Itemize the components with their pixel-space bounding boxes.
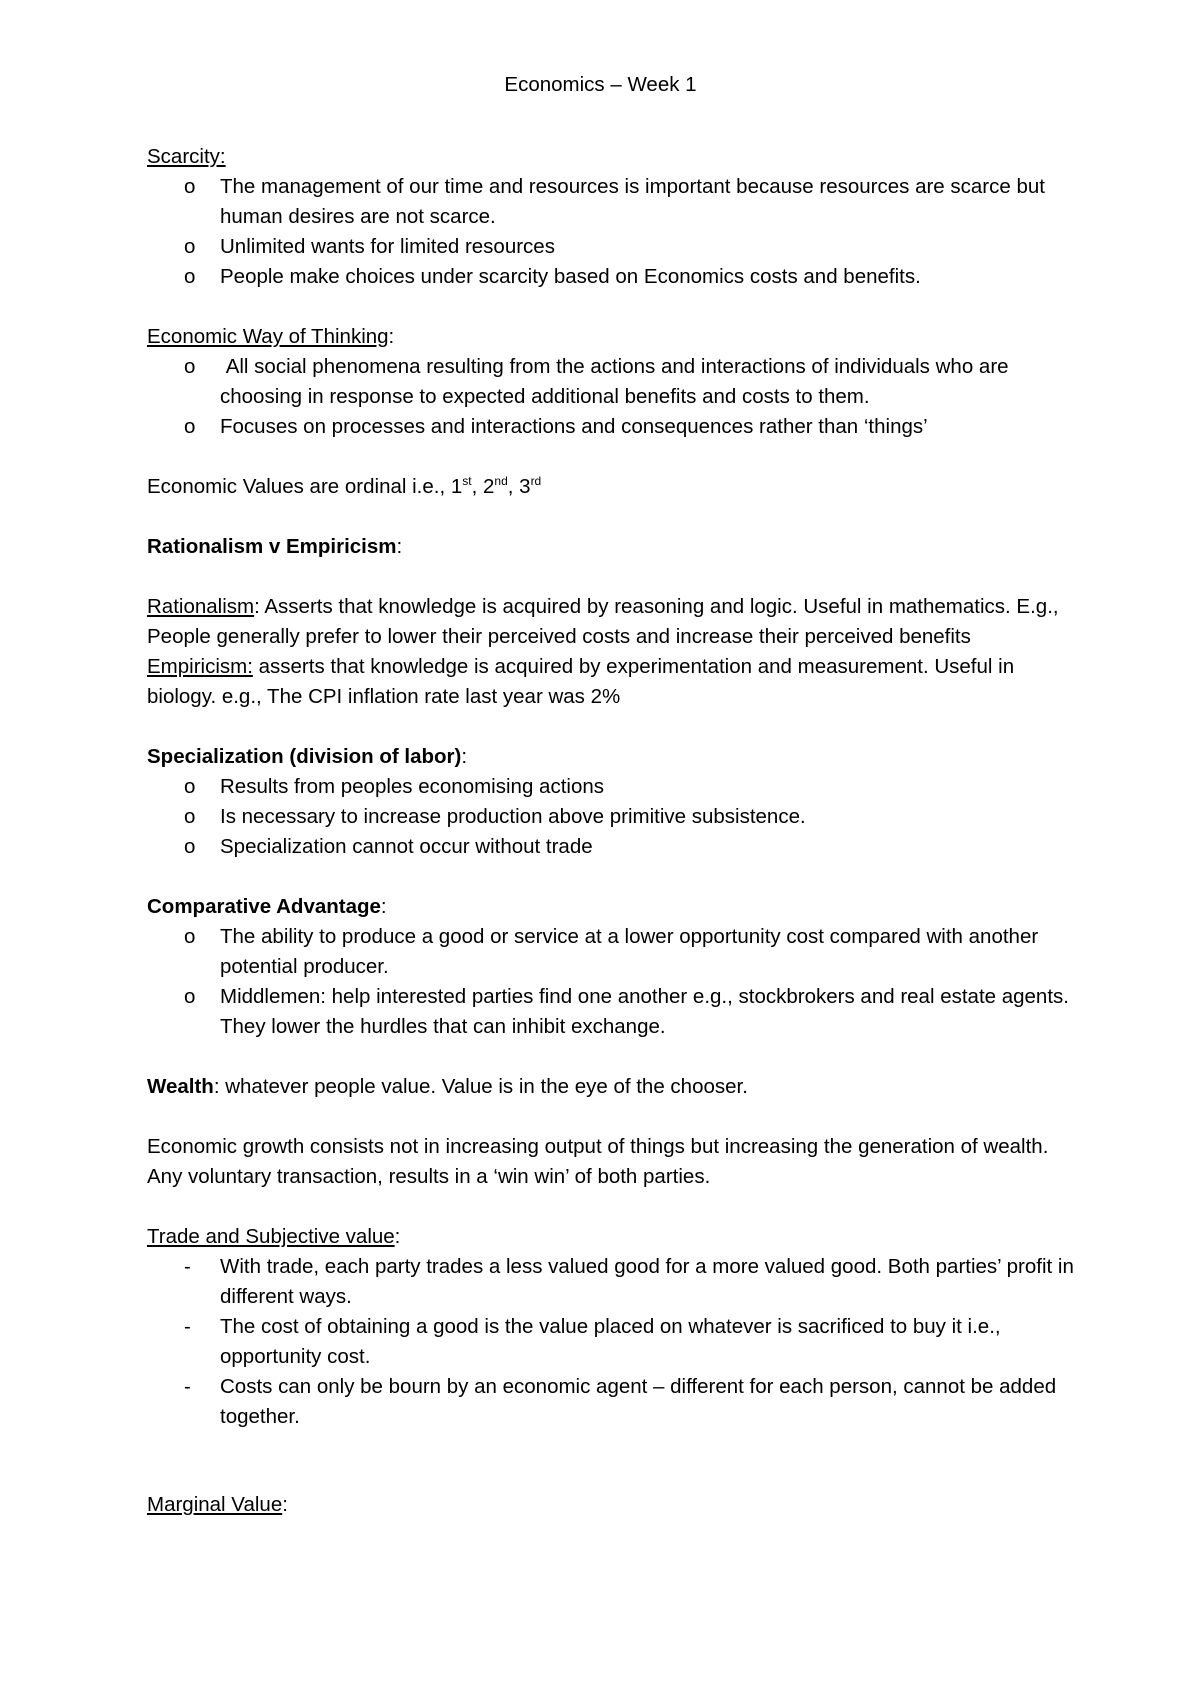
ordinal-sup-first: st [462, 474, 472, 489]
list-item [147, 832, 1077, 862]
marginal-heading-colon: : [282, 1493, 288, 1516]
comparative-heading-text: Comparative Advantage [147, 895, 381, 918]
bullet-circle: o [184, 415, 196, 438]
economic-way-heading-text: Economic Way of Thinking [147, 325, 389, 348]
scarcity-list [147, 172, 1077, 292]
list-item [147, 352, 1077, 412]
empiricism-paragraph [147, 652, 1077, 712]
bullet-dash: - [184, 1315, 191, 1338]
ordinal-paragraph [147, 472, 1077, 502]
list-item-text: The ability to produce a good or service at a lower opportunity cost compared with another potential producer. [220, 925, 1039, 978]
list-item [147, 922, 1077, 982]
wealth-text: : whatever people value. Value is in the eye of the chooser. [213, 1075, 748, 1098]
list-item-text: Middlemen: help interested parties find one another e.g., stockbrokers and real estate agents. They lower the hurdles that can inhibit exchange. [220, 985, 1069, 1038]
bullet-circle: o [184, 835, 196, 858]
list-item [147, 802, 1077, 832]
rationalism-text: : Asserts that knowledge is acquired by reasoning and logic. Useful in mathematics. E.g., People generally prefer to lower their perceived costs and increase their perceived benefits [147, 595, 1059, 648]
document-title: Economics – Week 1 [504, 73, 697, 96]
specialization-list [147, 772, 1077, 862]
list-item-text: Focuses on processes and interactions and consequences rather than ‘things’ [220, 415, 928, 438]
list-item [147, 982, 1077, 1042]
list-item [147, 1312, 1077, 1372]
bullet-circle: o [184, 265, 196, 288]
ordinal-sup-third: rd [530, 474, 542, 489]
bullet-dash: - [184, 1375, 191, 1398]
list-item [147, 772, 1077, 802]
growth-paragraph: Economic growth consists not in increasing output of things but increasing the generation of wealth. Any voluntary transaction, results in a ‘win win’ of both parties. [147, 1135, 1049, 1188]
marginal-heading [147, 1490, 1077, 1520]
ordinal-sep-third: , 3 [507, 475, 531, 498]
ordinal-sup-second: nd [494, 474, 508, 489]
ordinal-prefix: Economic Values are ordinal i.e., 1 [147, 475, 463, 498]
list-item [147, 172, 1077, 232]
specialization-heading-text: Specialization (division of labor) [147, 745, 462, 768]
empiricism-term: Empiricism: [147, 655, 253, 678]
empiricism-text: asserts that knowledge is acquired by experimentation and measurement. Useful in biology. e.g., The CPI inflation rate last year was 2% [147, 655, 1020, 708]
list-item-text: Costs can only be bourn by an economic agent – different for each person, cannot be added together. [220, 1375, 1057, 1428]
list-item-text: The management of our time and resources is important because resources are scarce but human desires are not scarce. [220, 175, 1045, 228]
bullet-circle: o [184, 355, 196, 378]
bullet-circle: o [184, 985, 196, 1008]
trade-heading-colon: : [394, 1225, 401, 1248]
comparative-heading [147, 892, 1077, 922]
list-item-text: The cost of obtaining a good is the value placed on whatever is sacrificed to buy it i.e., opportunity cost. [220, 1315, 1001, 1368]
marginal-heading-text: Marginal Value [147, 1493, 283, 1516]
bullet-circle: o [184, 235, 196, 258]
list-item [147, 1252, 1077, 1312]
economic-way-heading [147, 322, 1077, 352]
rationalism-paragraph [147, 592, 1077, 652]
list-item [147, 232, 1077, 262]
economic-way-heading-colon: : [388, 325, 395, 348]
specialization-heading [147, 742, 1077, 772]
ordinal-sep-second: , 2 [471, 475, 495, 498]
document-content [147, 70, 1077, 1520]
rat-emp-heading [147, 532, 1077, 562]
rationalism-term: Rationalism [147, 595, 255, 618]
specialization-heading-colon: : [461, 745, 468, 768]
list-item-text: With trade, each party trades a less valued good for a more valued good. Both parties’ profit in different ways. [220, 1255, 1074, 1308]
list-item [147, 1372, 1077, 1432]
list-item [147, 262, 1077, 292]
comparative-heading-colon: : [380, 895, 387, 918]
comparative-list [147, 922, 1077, 1042]
trade-heading [147, 1222, 1077, 1252]
list-item-text: Is necessary to increase production above primitive subsistence. [220, 805, 806, 828]
bullet-circle: o [184, 925, 196, 948]
wealth-paragraph [147, 1072, 1077, 1102]
wealth-term: Wealth [147, 1075, 214, 1098]
list-item-text: Specialization cannot occur without trade [220, 835, 593, 858]
list-item [147, 412, 1077, 442]
list-item-text: Results from peoples economising actions [220, 775, 604, 798]
list-item-text: All social phenomena resulting from the actions and interactions of individuals who are choosing in response to expected additional benefits and costs to them. [220, 355, 1015, 408]
bullet-circle: o [184, 775, 196, 798]
bullet-dash: - [184, 1255, 191, 1278]
list-item-text: Unlimited wants for limited resources [220, 235, 555, 258]
economic-way-list [147, 352, 1077, 442]
rat-emp-heading-colon: : [396, 535, 403, 558]
scarcity-heading-text: Scarcity: [147, 145, 226, 168]
list-item-text: People make choices under scarcity based on Economics costs and benefits. [220, 265, 921, 288]
scarcity-heading [147, 142, 1077, 172]
trade-list [147, 1252, 1077, 1432]
rat-emp-heading-text: Rationalism v Empiricism [147, 535, 397, 558]
bullet-circle: o [184, 805, 196, 828]
trade-heading-text: Trade and Subjective value [147, 1225, 395, 1248]
bullet-circle: o [184, 175, 196, 198]
